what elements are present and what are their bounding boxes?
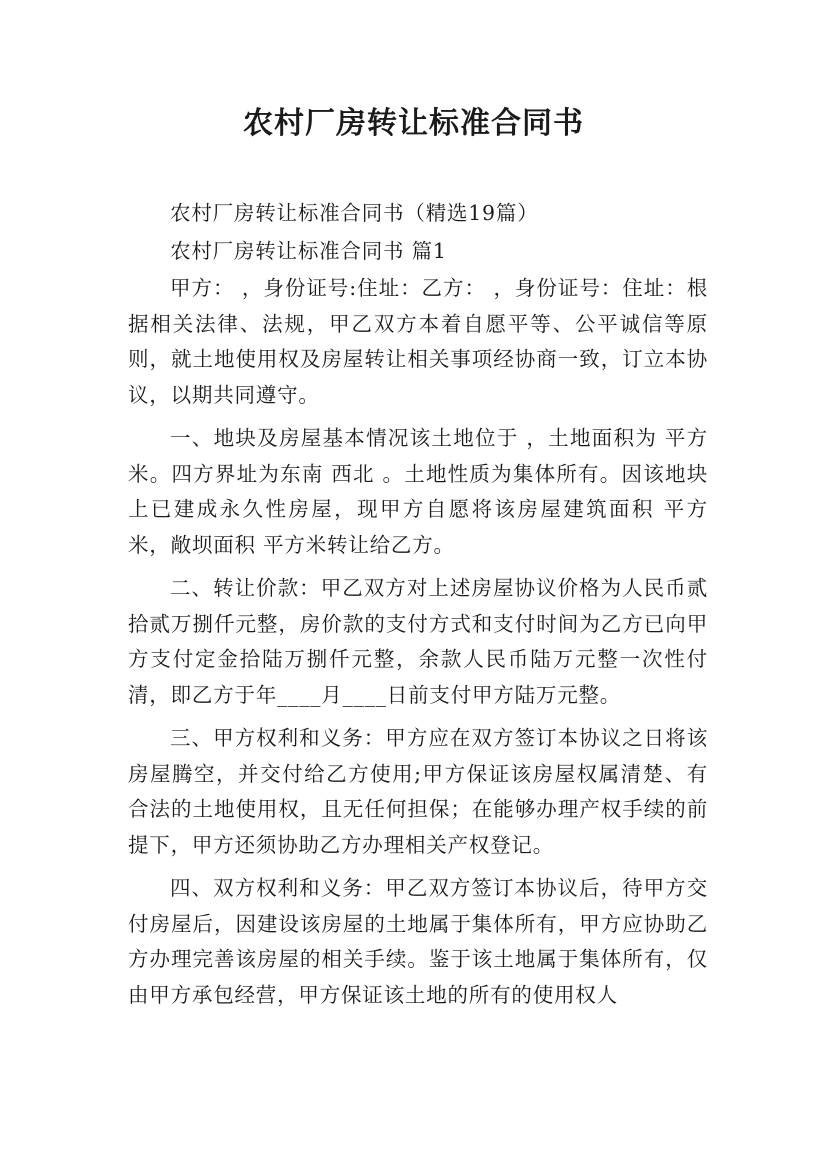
section-heading: 农村厂房转让标准合同书 篇1 (170, 238, 447, 263)
paragraph-parties: 甲方： ，身份证号:住址：乙方： ，身份证号：住址：根据相关法律、法规，甲乙双方本着自愿平等、公平诚信等原则，就土地使用权及房屋转让相关事项经协商一致，订立本协议，以期共同遵守。 (128, 276, 708, 407)
paragraph-clause-2: 二、转让价款：甲乙双方对上述房屋协议价格为人民币贰拾贰万捌仟元整，房价款的支付方式和支付时间为乙方已向甲方支付定金拾陆万捌仟元整，余款人民币陆万元整一次性付清，即乙方于年____月____日前支付甲方陆万元整。 (128, 576, 708, 707)
paragraph-clause-3: 三、甲方权利和义务：甲方应在双方签订本协议之日将该房屋腾空，并交付给乙方使用;甲方保证该房屋权属清楚、有合法的土地使用权，且无任何担保；在能够办理产权手续的前提下，甲方还须协助乙方办理相关产权登记。 (128, 726, 708, 857)
document-body (128, 196, 708, 1021)
document-subtitle: 农村厂房转让标准合同书（精选19篇） (170, 201, 539, 225)
paragraph-clause-1: 一、地块及房屋基本情况该土地位于 ，土地面积为 平方米。四方界址为东南 西北 。土地性质为集体所有。因该地块上已建成永久性房屋，现甲方自愿将该房屋建筑面积 平方米，敞坝面积 平方米转让给乙方。 (128, 426, 708, 557)
document-title: 农村厂房转让标准合同书 (243, 106, 584, 141)
paragraph-clause-4: 四、双方权利和义务：甲乙双方签订本协议后，待甲方交付房屋后，因建设该房屋的土地属于集体所有，甲方应协助乙方办理完善该房屋的相关手续。鉴于该土地属于集体所有，仅由甲方承包经营，甲方保证该土地的所有的使用权人 (128, 876, 708, 1007)
